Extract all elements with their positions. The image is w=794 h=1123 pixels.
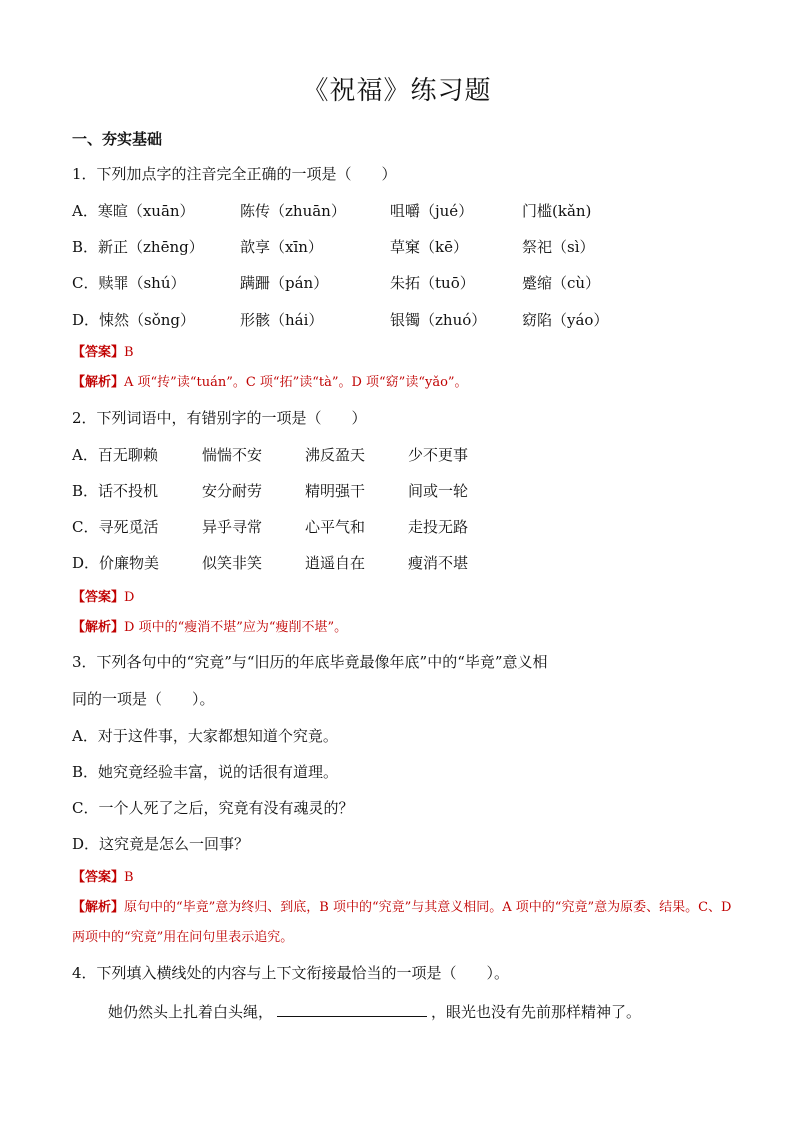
q2-stem: 2．下列词语中，有错别字的一项是（ ） xyxy=(72,409,367,427)
q3-option-c: C．一个人死了之后，究竟有没有魂灵的？ xyxy=(72,799,354,817)
q4-stem: 4．下列填入横线处的内容与上下文衔接最恰当的一项是（ ）。 xyxy=(72,964,510,982)
section-heading: 一、夯实基础 xyxy=(72,130,163,148)
q3-stem-line1: 3．下列各句中的“究竟”与“旧历的年底毕竟最像年底”中的“毕竟”意义相 xyxy=(72,653,548,671)
q2-answer: 【答案】D xyxy=(72,590,135,605)
q3-option-a: A．对于这件事，大家都想知道个究竟。 xyxy=(72,727,338,745)
q3-explanation: 【解析】原句中的“毕竟”意为终归、到底，B 项中的“究竟”与其意义相同。A 项中的“究竟”意为原委、结果。C、D 两项中的“究竟”用在问句里表示追究。 xyxy=(72,900,732,945)
q1-explanation: 【解析】A 项“抟”读“tuán”。C 项“拓”读“tà”。D 项“窈”读“yǎo”。 xyxy=(72,375,468,390)
q2-explanation: 【解析】D 项中的“瘦消不堪”应为“瘦削不堪”。 xyxy=(72,620,348,635)
q1-stem: 1．下列加点字的注音完全正确的一项是（ ） xyxy=(72,165,397,183)
q3-answer: 【答案】B xyxy=(72,870,134,885)
page-title: 《祝福》练习题 xyxy=(302,76,492,106)
q3-stem-line2: 同的一项是（ ）。 xyxy=(72,690,215,708)
q4-blank xyxy=(277,1000,427,1017)
document-page: 《祝福》练习题 一、夯实基础 1．下列加点字的注音完全正确的一项是（ ） A．寒暄（xuān） 陈传（zhuān） 咀嚼（jué） 门槛(kǎn) B．新正（zhēng） 歆享（xīn） 草窠（kē） 祭祀（sì） C．赎罪（shú） 蹒跚（pán） 朱拓（tuō） 蹙缩（cù） D．悚然（sǒng） 形骸（hái） 银镯（zhuó） 窈陷（yáo） 【答案】B 【解析】A 项“抟”读“tuán”。C 项“拓”读“tà”。D 项“窈”读“yǎo”。 2．下列词语中，有错别字的一项是（ ） A．百无聊赖 惴惴不安 沸反盈天 少不更事 B．话不投机 安分耐劳 精明强干 间或一轮 C．寻死觅活 异乎寻常 心平气和 走投无路 D．价廉物美 似笑非笑 逍遥自在 瘦消不堪 【答案】D 【解析】D 项中的“瘦消不堪”应为“瘦削不堪”。 3．下列各句中的“究竟”与“旧历的年底毕竟最像年底”中的“毕竟”意义相 同的一项是（ ）。 A．对于这件事，大家都想知道个究竟。 B．她究竟经验丰富，说的话很有道理。 C．一个人死了之后，究竟有没有魂灵的？ D．这究竟是怎么一回事？ 【答案】B 【解析】原句中的“毕竟”意为终归、到底，B 项中的“究竟”与其意义相同。A 项中的“究竟”意为原委、结果。C、D 两项中的“究竟”用在问句里表示追究。 4．下列填入横线处的内容与上下文衔接最恰当的一项是（ ）。 她仍然头上扎着白头绳， ，眼光也没有先前那样精神了。 xyxy=(0,0,794,1123)
q1-answer: 【答案】B xyxy=(72,345,134,360)
q3-option-d: D．这究竟是怎么一回事？ xyxy=(72,835,250,853)
q3-option-b: B．她究竟经验丰富，说的话很有道理。 xyxy=(72,763,339,781)
q4-fill-sentence: 她仍然头上扎着白头绳， ，眼光也没有先前那样精神了。 xyxy=(108,1000,641,1022)
